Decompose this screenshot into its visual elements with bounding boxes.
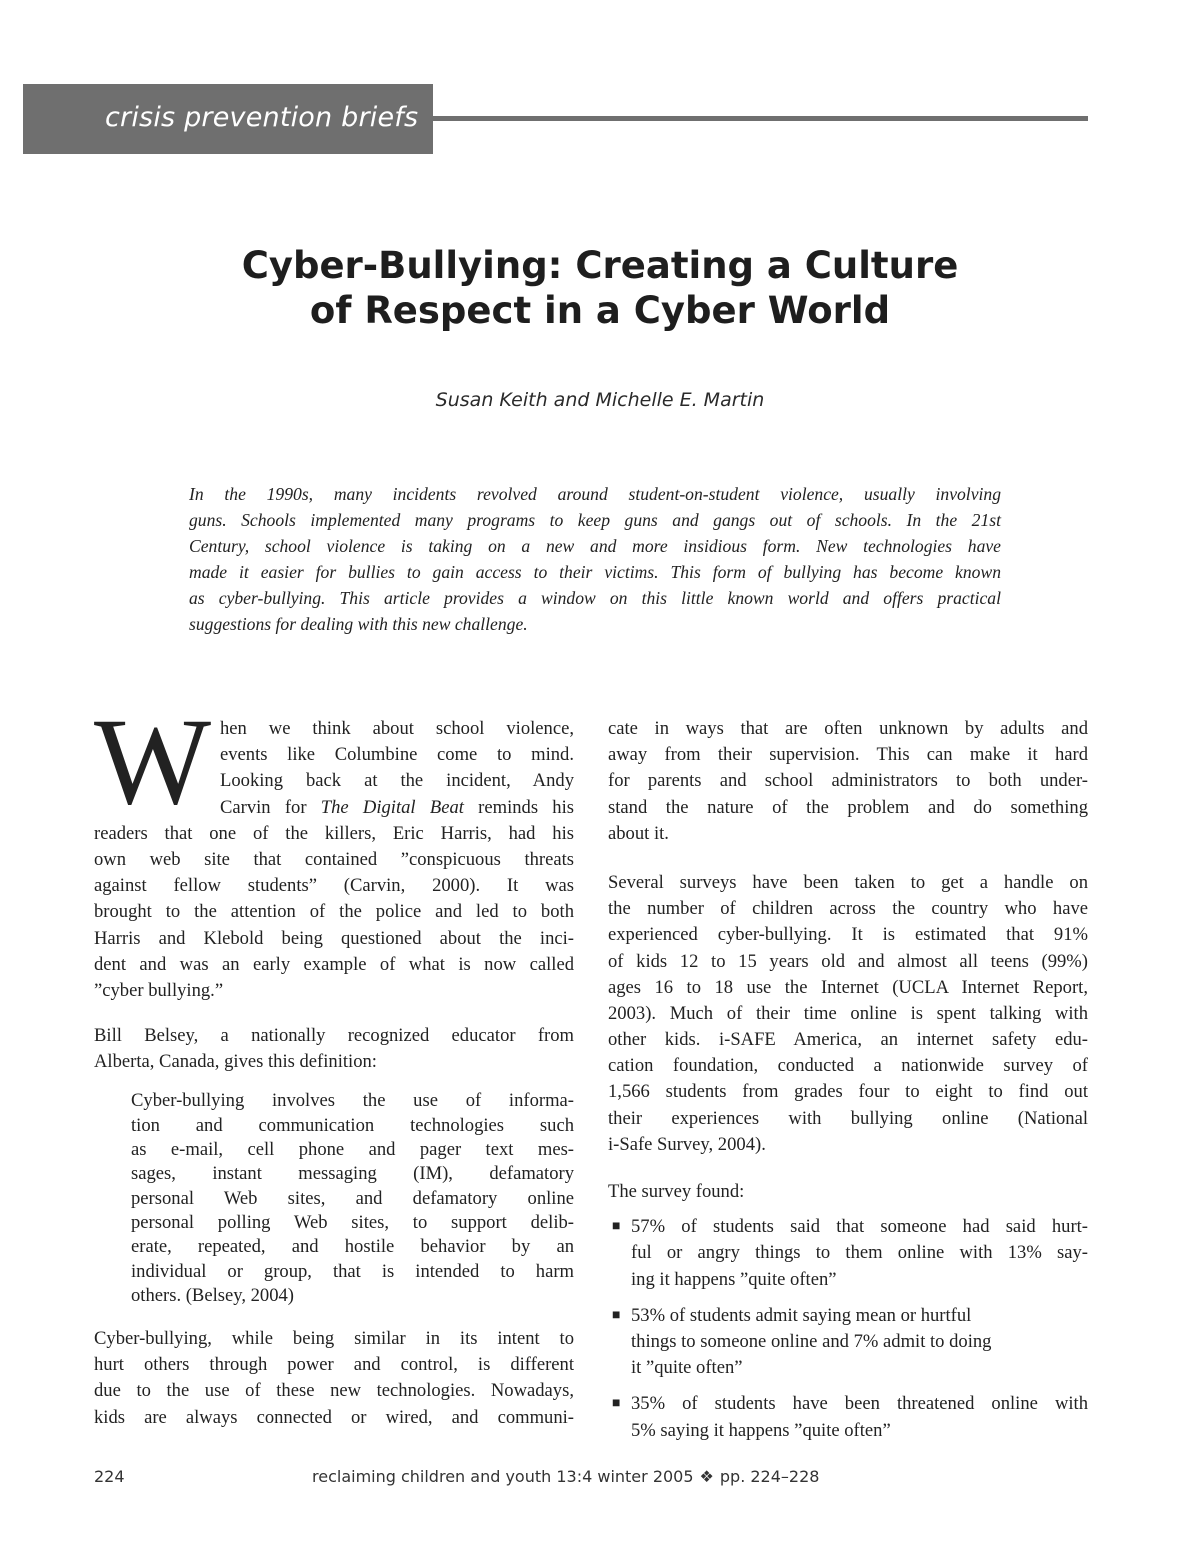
- bullet-line: things to someone online and 7% admit to doing: [631, 1330, 992, 1352]
- body-line: events like Columbine come to mind.: [220, 744, 574, 766]
- quote-line: personal polling Web sites, to support delib-: [131, 1211, 574, 1233]
- abstract-line: as cyber-bullying. This article provides a window on this little known world and offers practical: [189, 588, 1001, 608]
- header-rule: [433, 116, 1088, 121]
- authors: Susan Keith and Michelle E. Martin: [435, 389, 765, 411]
- bullet-line: 53% of students admit saying mean or hurtful: [631, 1304, 972, 1326]
- publication-title: The Digital Beat: [320, 796, 464, 818]
- body-line: away from their supervision. This can make it hard: [608, 744, 1088, 766]
- body-line: dent and was an early example of what is now called: [94, 953, 574, 975]
- quote-line: Cyber-bullying involves the use of informa-: [131, 1090, 574, 1112]
- body-line: Harris and Klebold being questioned about the inci-: [94, 927, 574, 949]
- body-line: cation foundation, conducted a nationwide survey of: [608, 1055, 1088, 1077]
- quote-line: others. (Belsey, 2004): [131, 1284, 295, 1306]
- body-line: their experiences with bullying online (National: [608, 1107, 1088, 1129]
- bullet-line: 5% saying it happens ”quite often”: [631, 1419, 891, 1441]
- body-line: [94, 795, 574, 821]
- body-line: brought to the attention of the police and led to both: [94, 901, 574, 923]
- body-line: stand the nature of the problem and do something: [608, 796, 1088, 818]
- body-line: ”cyber bullying.”: [94, 979, 224, 1001]
- body-line: Looking back at the incident, Andy: [220, 770, 574, 792]
- body-line: 2003). Much of their time online is spent talking with: [608, 1002, 1088, 1024]
- body-line: about it.: [608, 822, 669, 844]
- bullet-item: [608, 1303, 1088, 1382]
- block-quote: [94, 1089, 574, 1308]
- bullet-icon: ■: [612, 1396, 621, 1412]
- bullet-icon: ■: [612, 1307, 621, 1323]
- body-line: i-Safe Survey, 2004).: [608, 1133, 766, 1155]
- body-line: hurt others through power and control, is different: [94, 1354, 574, 1376]
- bullet-line: ing it happens ”quite often”: [631, 1268, 837, 1290]
- body-line: Alberta, Canada, gives this definition:: [94, 1051, 377, 1073]
- body-line: kids are always connected or wired, and communi-: [94, 1406, 574, 1428]
- body-line: other kids. i-SAFE America, an internet safety edu-: [608, 1029, 1088, 1051]
- page-number: 224: [94, 1467, 125, 1486]
- quote-line: individual or group, that is intended to harm: [131, 1260, 574, 1282]
- quote-line: erate, repeated, and hostile behavior by an: [131, 1236, 574, 1258]
- body-line: Several surveys have been taken to get a handle on: [608, 871, 1088, 893]
- journal-citation: reclaiming children and youth 13:4 winter 2005: [312, 1467, 694, 1486]
- title-line-1: Cyber-Bullying: Creating a Culture: [241, 244, 959, 287]
- title-line-2: of Respect in a Cyber World: [309, 289, 891, 332]
- journal-footer: [312, 1467, 819, 1486]
- body-line: Cyber-bullying, while being similar in its intent to: [94, 1328, 574, 1350]
- bullet-item: [608, 1391, 1088, 1443]
- body-line: Bill Belsey, a nationally recognized educator from: [94, 1025, 574, 1047]
- abstract-line: suggestions for dealing with this new challenge.: [189, 614, 528, 634]
- bullet-line: ful or angry things to them online with 13% say-: [631, 1242, 1088, 1264]
- bullet-line: 35% of students have been threatened online with: [631, 1393, 1088, 1415]
- bullet-line: it ”quite often”: [631, 1357, 743, 1379]
- body-line: the number of children across the country who have: [608, 898, 1088, 920]
- quote-line: sages, instant messaging (IM), defamatory: [131, 1163, 574, 1185]
- abstract: [189, 481, 1001, 637]
- bullet-line: 57% of students said that someone had said hurt-: [631, 1216, 1088, 1238]
- drop-cap: W: [94, 693, 212, 830]
- text-run: reminds his: [463, 796, 575, 818]
- abstract-line: In the 1990s, many incidents revolved around student-on-student violence, usually involving: [189, 484, 1001, 504]
- body-line: The survey found:: [608, 1181, 745, 1202]
- body-line: for parents and school administrators to both under-: [608, 770, 1088, 792]
- quote-line: tion and communication technologies such: [131, 1114, 574, 1136]
- abstract-line: guns. Schools implemented many programs to keep guns and gangs out of schools. In the 21st: [189, 510, 1001, 530]
- body-line: ages 16 to 18 use the Internet (UCLA Internet Report,: [608, 976, 1088, 998]
- body-line: readers that one of the killers, Eric Harris, had his: [94, 822, 574, 844]
- diamond-icon: ❖: [699, 1467, 714, 1486]
- body-line: against fellow students” (Carvin, 2000). It was: [94, 875, 574, 897]
- body-line: of kids 12 to 15 years old and almost all teens (99%): [608, 950, 1088, 972]
- right-column: [608, 716, 1088, 1444]
- body-line: 1,566 students from grades four to eight to find out: [608, 1081, 1088, 1103]
- body-line: experienced cyber-bullying. It is estimated that 91%: [608, 924, 1088, 946]
- abstract-line: made it easier for bullies to gain access to their victims. This form of bullying has become known: [189, 562, 1001, 582]
- bullet-item: [608, 1214, 1088, 1293]
- bullet-icon: ■: [612, 1219, 621, 1235]
- abstract-line: Century, school violence is taking on a new and more insidious form. New technologies have: [189, 536, 1001, 556]
- quote-line: as e-mail, cell phone and pager text mes-: [131, 1139, 574, 1161]
- section-label: crisis prevention briefs: [105, 102, 419, 133]
- body-line: hen we think about school violence,: [220, 718, 574, 739]
- quote-line: personal Web sites, and defamatory online: [131, 1187, 574, 1209]
- body-line: due to the use of these new technologies. Nowadays,: [94, 1380, 574, 1402]
- text-run: Carvin for: [220, 796, 321, 818]
- left-column: [94, 716, 574, 1431]
- article-title: [140, 243, 1060, 333]
- page-range: pp. 224–228: [719, 1467, 820, 1486]
- body-line: cate in ways that are often unknown by adults and: [608, 718, 1088, 739]
- body-line: own web site that contained ”conspicuous threats: [94, 848, 574, 870]
